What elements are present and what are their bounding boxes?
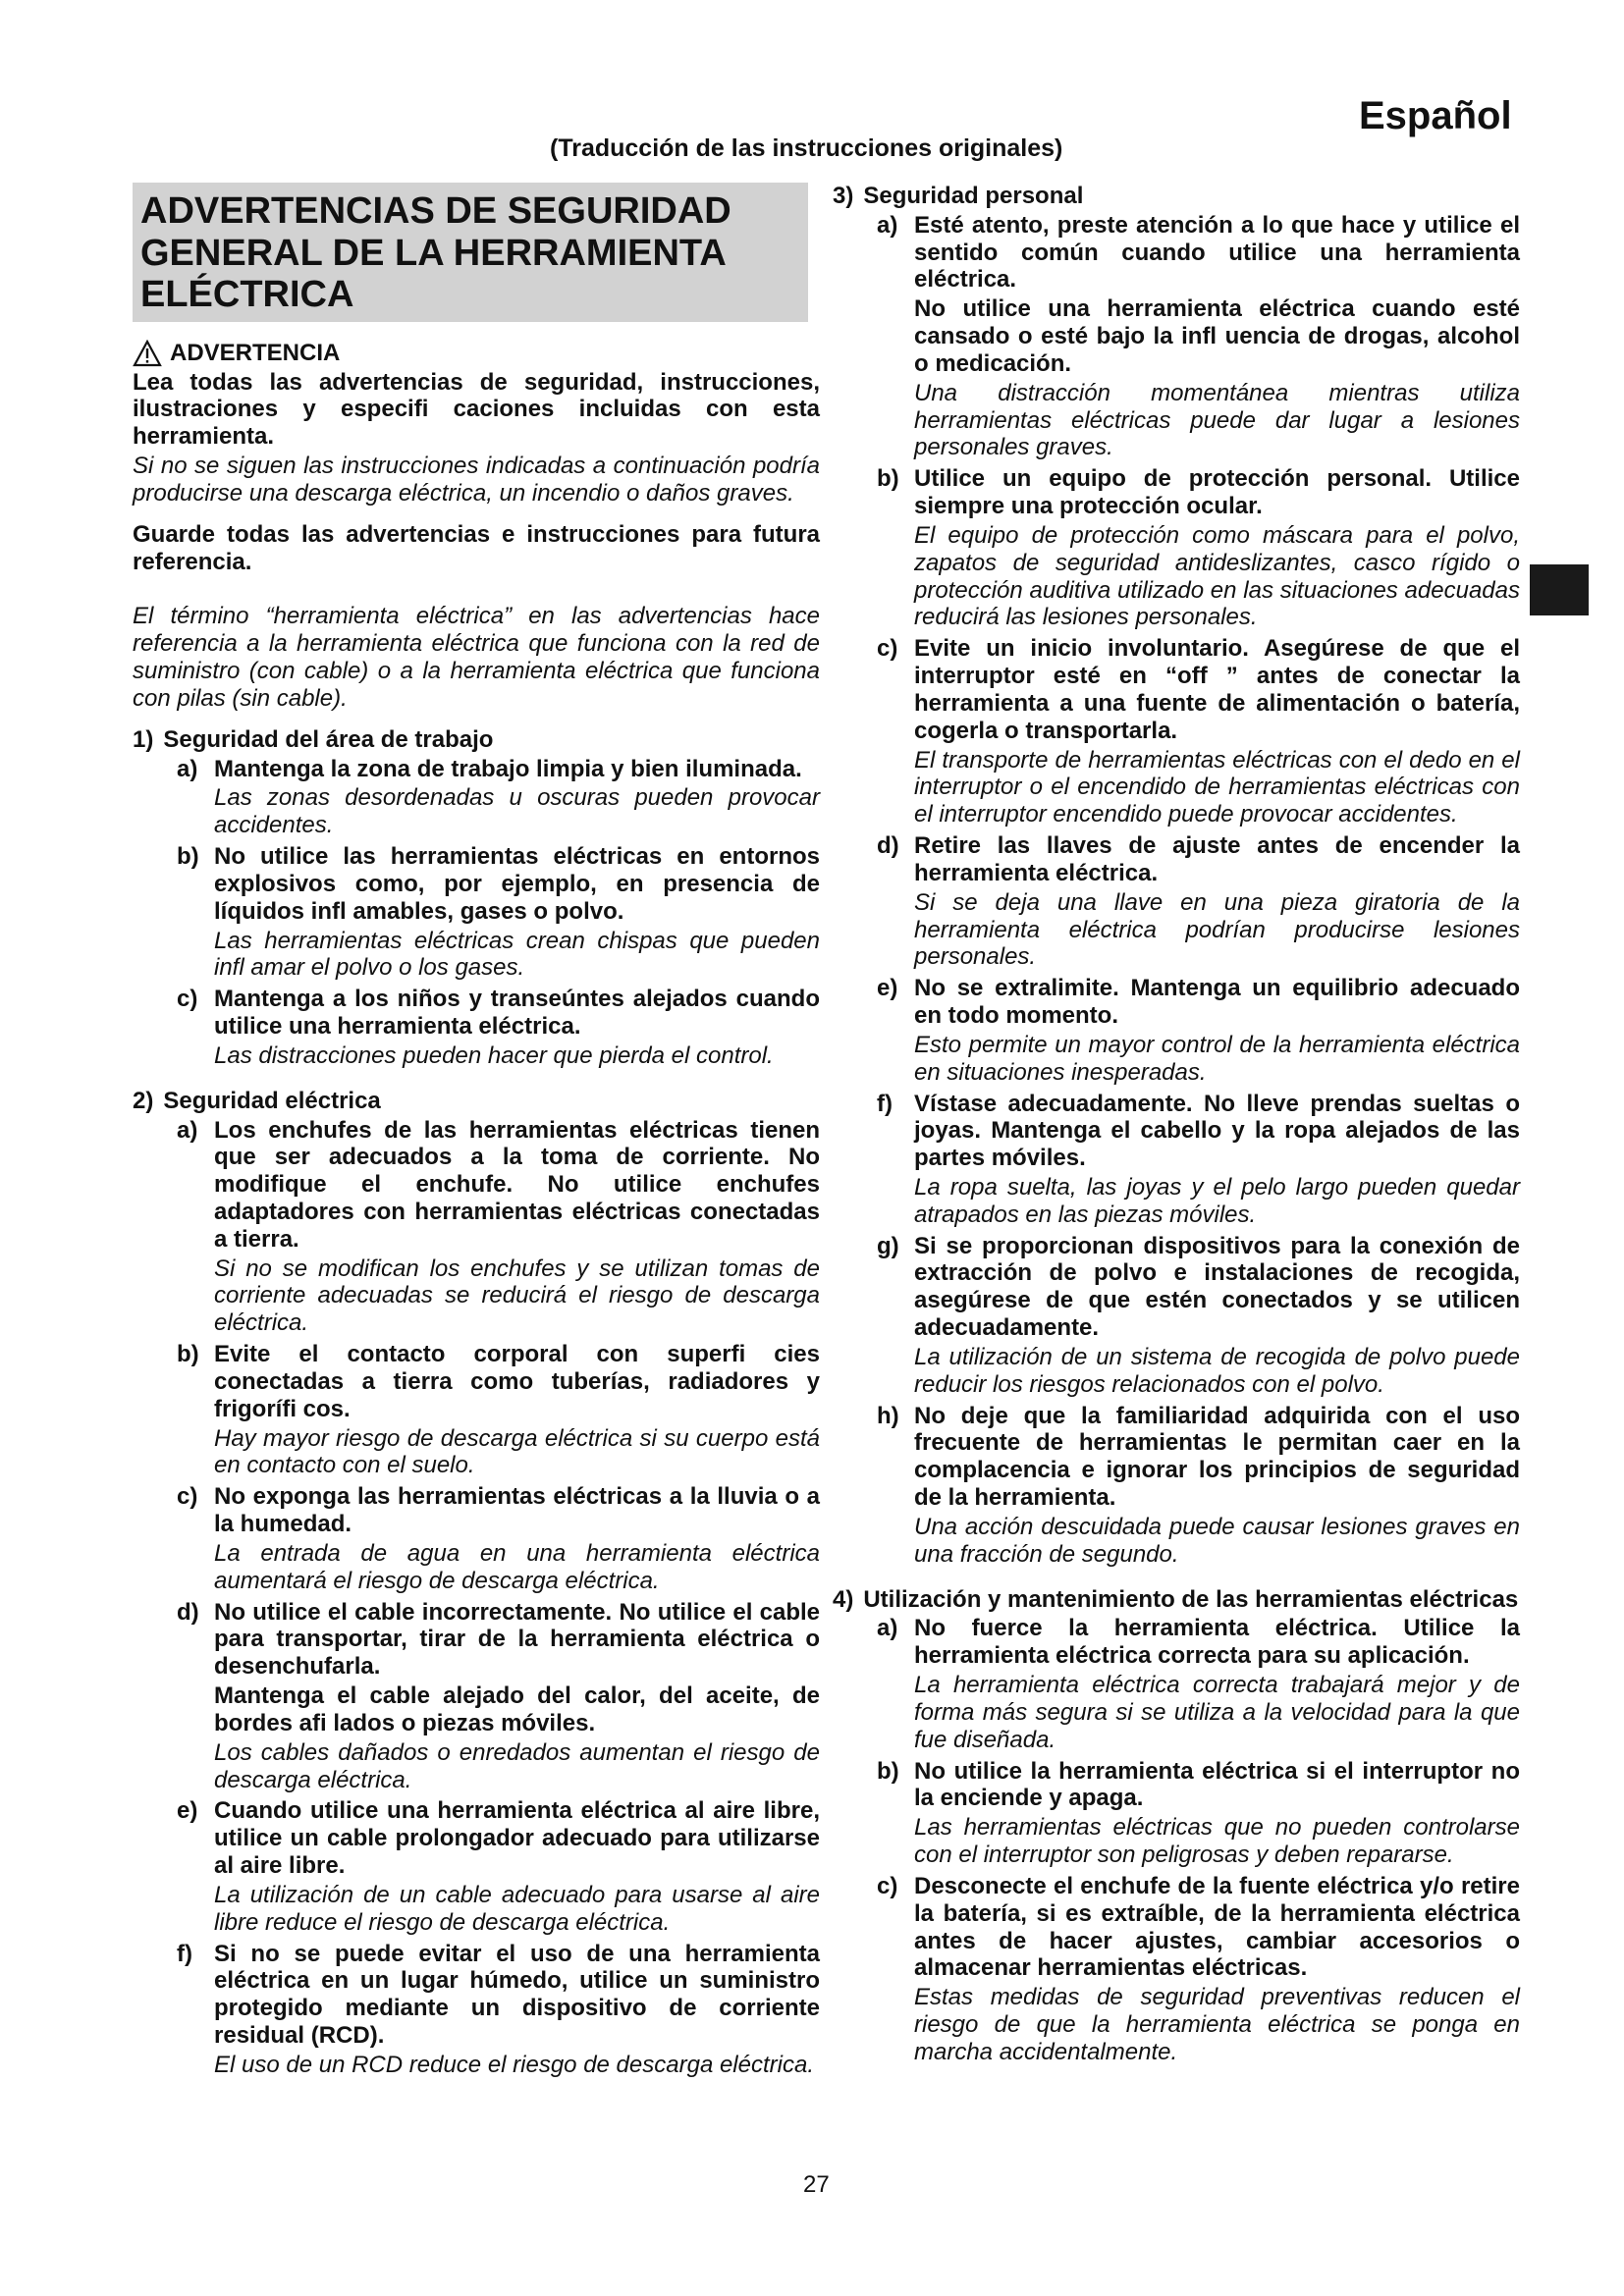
- list-item: b) No utilice las herramientas eléctricas en entornos explosivos como, por ejemplo, en presencia de líquidos infl amables, gases o polvo. Las herramientas eléctricas crean chispas que pueden infl amar el polvo o los gases.: [177, 843, 820, 982]
- section-heading: 3) Seguridad personal: [833, 183, 1084, 209]
- list-item: c) No exponga las herramientas eléctricas a la lluvia o a la humedad. La entrada de agua en una herramienta eléctrica aumentará el riesgo de descarga eléctrica.: [177, 1483, 820, 1594]
- warning-heading: [133, 340, 820, 367]
- list-item: c) Evite un inicio involuntario. Asegúrese de que el interruptor esté en “off ” antes de conectar la herramienta a una fuente de alimentación o batería, cogerla o transportarla. El transporte de herramientas eléctricas con el dedo en el interruptor o el encendido de herramientas eléctricas con el interruptor encendido puede provocar accidentes.: [877, 635, 1520, 828]
- section-heading: 2) Seguridad eléctrica: [133, 1087, 381, 1114]
- warning-italic-text: Si no se siguen las instrucciones indicadas a continuación podría producirse una descarga eléctrica, un incendio o daños graves.: [133, 453, 820, 507]
- list-item: b) No utilice la herramienta eléctrica si el interruptor no la enciende y apaga. Las herramientas eléctricas que no pueden controlarse con el interruptor son peligrosas y deben repararse.: [877, 1757, 1520, 1869]
- section-tab-marker: [1530, 564, 1589, 615]
- term-definition: El término “herramienta eléctrica” en las advertencias hace referencia a la herramienta eléctrica que funciona con la red de suministro (con cable) o a la herramienta eléctrica que funciona con pilas (sin cable).: [133, 603, 820, 712]
- list-item: e) Cuando utilice una herramienta eléctrica al aire libre, utilice un cable prolongador adecuado para utilizarse al aire libre. La utilización de un cable adecuado para usarse al aire libre reduce el riesgo de descarga eléctrica.: [177, 1797, 820, 1936]
- list-item: f) Vístase adecuadamente. No lleve prendas sueltas o joyas. Mantenga el cabello y la ropa alejados de las partes móviles. La ropa suelta, las joyas y el pelo largo pueden quedar atrapados en las piezas móviles.: [877, 1090, 1520, 1228]
- list-item: b) Evite el contacto corporal con superfi cies conectadas a tierra como tuberías, radiadores y frigorífi cos. Hay mayor riesgo de descarga eléctrica si su cuerpo está en contacto con el suelo.: [177, 1341, 820, 1479]
- list-item: f) Si no se puede evitar el uso de una herramienta eléctrica en un lugar húmedo, utilice un suministro protegido mediante un dispositivo de corriente residual (RCD). El uso de un RCD reduce el riesgo de descarga eléctrica.: [177, 1940, 820, 2078]
- page-title: ADVERTENCIAS DE SEGURIDAD GENERAL DE LA HERRAMIENTA ELÉCTRICA: [133, 183, 808, 322]
- list-item: a) Mantenga la zona de trabajo limpia y bien iluminada. Las zonas desordenadas u oscuras pueden provocar accidentes.: [177, 755, 820, 839]
- list-item: h) No deje que la familiaridad adquirida con el uso frecuente de herramientas le permitan caer en la complacencia e ignorar los principios de seguridad de la herramienta. Una acción descuidada puede causar lesiones graves en una fracción de segundo.: [877, 1402, 1520, 1568]
- language-label: Español: [1359, 94, 1512, 137]
- section-heading: 4) Utilización y mantenimiento de las herramientas eléctricas: [833, 1585, 1519, 1613]
- list-item: c) Desconecte el enchufe de la fuente eléctrica y/o retire la batería, si es extraíble, de la herramienta eléctrica antes de hacer ajustes, cambiar accesorios o almacenar herramientas eléctricas. Estas medidas de seguridad preventivas reducen el riesgo de que la herramienta eléctrica se ponga en marcha accidentalmente.: [877, 1872, 1520, 2065]
- list-item: b) Utilice un equipo de protección personal. Utilice siempre una protección ocular. El equipo de protección como máscara para el polvo, zapatos de seguridad antideslizantes, casco rígido o protección auditiva utilizado en las situaciones adecuadas reducirá las lesiones personales.: [877, 465, 1520, 631]
- list-item: c) Mantenga a los niños y transeúntes alejados cuando utilice una herramienta eléctrica. Las distracciones pueden hacer que pierda el control.: [177, 986, 820, 1069]
- translation-subtitle: (Traducción de las instrucciones originales): [550, 134, 1063, 162]
- warning-triangle-icon: [133, 340, 162, 367]
- list-item: d) Retire las llaves de ajuste antes de encender la herramienta eléctrica. Si se deja una llave en una pieza giratoria de la herramienta eléctrica podrían producirse lesiones personales.: [877, 832, 1520, 971]
- warning-bold-text: Lea todas las advertencias de seguridad, instrucciones, ilustraciones y especifi caciones incluidas con esta herramienta.: [133, 368, 820, 451]
- list-item: g) Si se proporcionan dispositivos para la conexión de extracción de polvo e instalaciones de recogida, asegúrese de que estén conectados y se utilicen adecuadamente. La utilización de un sistema de recogida de polvo puede reducir los riesgos relacionados con el polvo.: [877, 1232, 1520, 1398]
- left-column: [133, 183, 820, 2083]
- list-item: a) Los enchufes de las herramientas eléctricas tienen que ser adecuados a la toma de corriente. No modifique el enchufe. No utilice enchufes adaptadores con herramientas eléctricas conectadas a tierra. Si no se modifican los enchufes y se utilizan tomas de corriente adecuadas se reducirá el riesgo de descarga eléctrica.: [177, 1116, 820, 1337]
- page-number: 27: [803, 2171, 830, 2198]
- list-item: e) No se extralimite. Mantenga un equilibrio adecuado en todo momento. Esto permite un mayor control de la herramienta eléctrica en situaciones inesperadas.: [877, 975, 1520, 1086]
- keep-instructions: Guarde todas las advertencias e instrucciones para futura referencia.: [133, 520, 820, 575]
- right-column: [833, 183, 1520, 2070]
- section-heading: 1) Seguridad del área de trabajo: [133, 725, 494, 753]
- warning-label: ADVERTENCIA: [170, 339, 341, 366]
- list-item: a) Esté atento, preste atención a lo que hace y utilice el sentido común cuando utilice una herramienta eléctrica. No utilice una herramienta eléctrica cuando esté cansado o esté bajo la infl uencia de drogas, alcohol o medicación. Una distracción momentánea mientras utiliza herramientas eléctricas puede dar lugar a lesiones personales graves.: [877, 211, 1520, 461]
- list-item: d) No utilice el cable incorrectamente. No utilice el cable para transportar, tirar de la herramienta eléctrica o desenchufarla. Mantenga el cable alejado del calor, del aceite, de bordes afi lados o piezas móviles. Los cables dañados o enredados aumentan el riesgo de descarga eléctrica.: [177, 1598, 820, 1793]
- list-item: a) No fuerce la herramienta eléctrica. Utilice la herramienta eléctrica correcta para su aplicación. La herramienta eléctrica correcta trabajará mejor y de forma más segura si se utiliza a la velocidad para la que fue diseñada.: [877, 1615, 1520, 1753]
